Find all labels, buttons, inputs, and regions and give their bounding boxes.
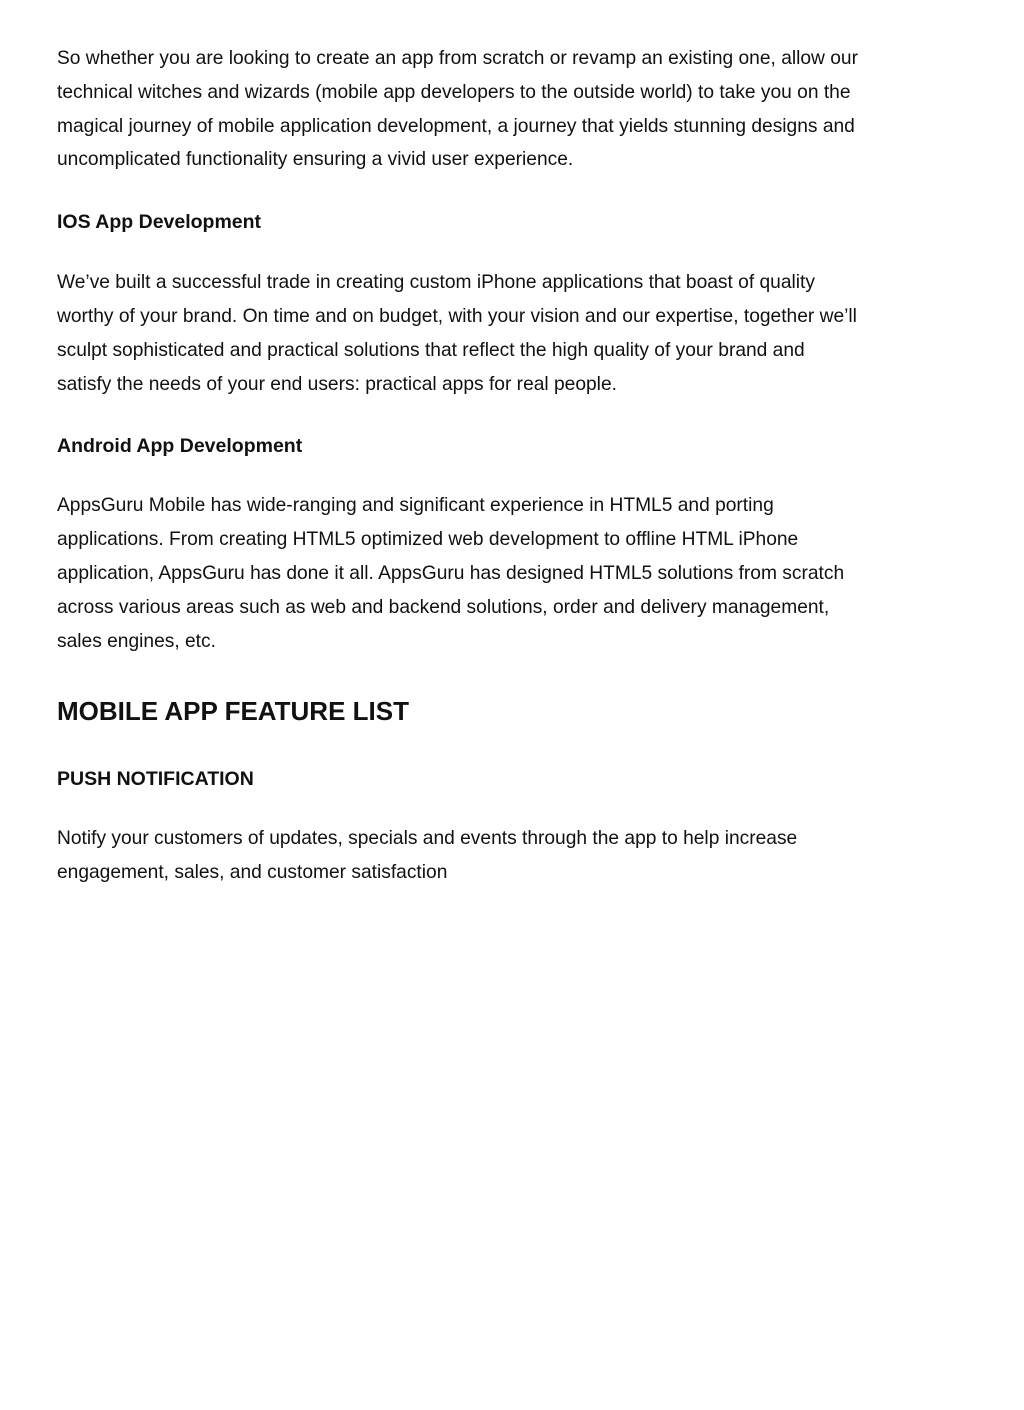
android-app-development-paragraph: AppsGuru Mobile has wide-ranging and significant experience in HTML5 and porting applications. From creating HTML5 optimized web development to offline HTML iPhone application, AppsGuru has done it all. AppsGuru has designed HTML5 solutions from scratch across various areas such as web and backend solutions, order and delivery management, sales engines, etc.	[57, 495, 845, 652]
intro-paragraph: So whether you are looking to create an app from scratch or revamp an existing one, allow our technical witches and wizards (mobile app developers to the outside world) to take you on the magical journey of mobile application development, a journey that yields stunning designs and uncomplicated functionality ensuring a vivid user experience.	[57, 48, 858, 171]
mobile-app-feature-list-heading: MOBILE APP FEATURE LIST	[57, 696, 409, 727]
push-notification-paragraph: Notify your customers of updates, specials and events through the app to help increase engagement, sales, and customer satisfaction	[57, 828, 798, 884]
ios-app-development-heading: IOS App Development	[57, 211, 262, 234]
ios-app-development-paragraph: We’ve built a successful trade in creating custom iPhone applications that boast of quality worthy of your brand. On time and on budget, with your vision and our expertise, together we’ll sculpt sophisticated and practical solutions that reflect the high quality of your brand and satisfy the needs of your end users: practical apps for real people.	[57, 272, 857, 395]
android-app-development-heading: Android App Development	[57, 435, 303, 458]
document-page	[57, 42, 957, 890]
push-notification-heading: PUSH NOTIFICATION	[57, 768, 254, 791]
